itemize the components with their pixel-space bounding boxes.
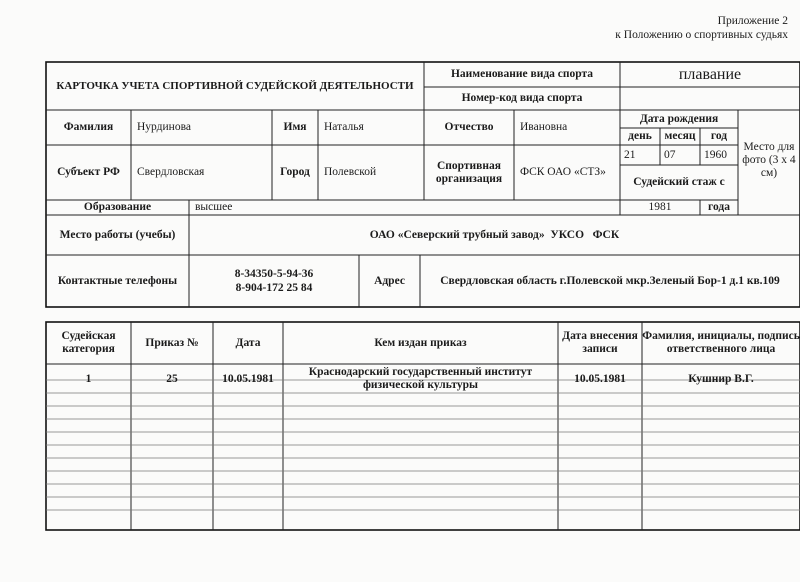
year-label: год — [710, 130, 728, 142]
birth-label: Дата рождения — [639, 112, 719, 125]
birth-day: 21 — [624, 148, 636, 161]
sport-value: плавание — [678, 66, 742, 83]
header-entry-date: Дата внесения записи — [562, 330, 638, 355]
header-category: Судейская категория — [61, 330, 116, 355]
phone-2: 8-904-172 25 84 — [235, 282, 313, 294]
phone-1: 8-34350-5-94-36 — [234, 268, 314, 280]
header-signer: Фамилия, инициалы, подпись ответственного лица — [642, 330, 800, 355]
card-title: КАРТОЧКА УЧЕТА СПОРТИВНОЙ СУДЕЙСКОЙ ДЕЯТЕЛЬНОСТИ — [56, 79, 414, 92]
education-label: Образование — [83, 201, 152, 213]
month-label: месяц — [664, 130, 696, 142]
surname-value: Нурдинова — [137, 121, 191, 133]
row-date: 10.05.1981 — [222, 372, 274, 385]
experience-year: 1981 — [648, 201, 672, 213]
region-value: Свердловская — [137, 166, 205, 178]
patronymic-value: Ивановна — [520, 121, 568, 133]
org-label: Спортивная организация — [435, 159, 503, 185]
patronymic-label: Отчество — [444, 121, 494, 133]
surname-label: Фамилия — [63, 121, 114, 133]
appendix-line2: к Положению о спортивных судьях — [615, 29, 788, 41]
city-label: Город — [280, 166, 310, 178]
experience-suffix: года — [708, 201, 730, 213]
name-label: Имя — [283, 121, 307, 133]
org-value: ФСК ОАО «СТЗ» — [520, 166, 606, 178]
city-value: Полевской — [324, 166, 377, 178]
address-label: Адрес — [374, 274, 405, 287]
sport-label: Наименование вида спорта — [450, 68, 594, 80]
day-label: день — [628, 130, 652, 142]
code-value — [620, 87, 800, 110]
phones-value — [189, 255, 359, 307]
header-order: Приказ № — [145, 336, 199, 349]
header-date: Дата — [235, 336, 261, 349]
birth-month: 07 — [664, 148, 676, 161]
experience-label: Судейский стаж с — [633, 176, 725, 188]
name-value: Наталья — [324, 121, 364, 133]
work-value: ОАО «Северский трубный завод» УКСО ФСК — [369, 228, 620, 241]
row-order: 25 — [166, 372, 178, 385]
work-label: Место работы (учебы) — [59, 228, 176, 241]
header-issuer: Кем издан приказ — [374, 336, 467, 349]
row-issuer: Краснодарский государственный институт физической культуры — [308, 366, 533, 391]
phones-label: Контактные телефоны — [57, 274, 178, 287]
region-label: Субъект РФ — [57, 166, 120, 178]
row-signer: Кушнир В.Г. — [688, 372, 754, 385]
row-category: 1 — [85, 372, 92, 385]
appendix-line1: Приложение 2 — [717, 15, 788, 27]
birth-year: 1960 — [704, 148, 727, 161]
education-value: высшее — [195, 201, 233, 213]
photo-placeholder: Место для фото (3 х 4 см) — [742, 140, 796, 179]
row-entry-date: 10.05.1981 — [574, 372, 626, 385]
code-label: Номер-код вида спорта — [461, 92, 583, 104]
address-value: Свердловская область г.Полевской мкр.Зеленый Бор-1 д.1 кв.109 — [440, 274, 780, 287]
